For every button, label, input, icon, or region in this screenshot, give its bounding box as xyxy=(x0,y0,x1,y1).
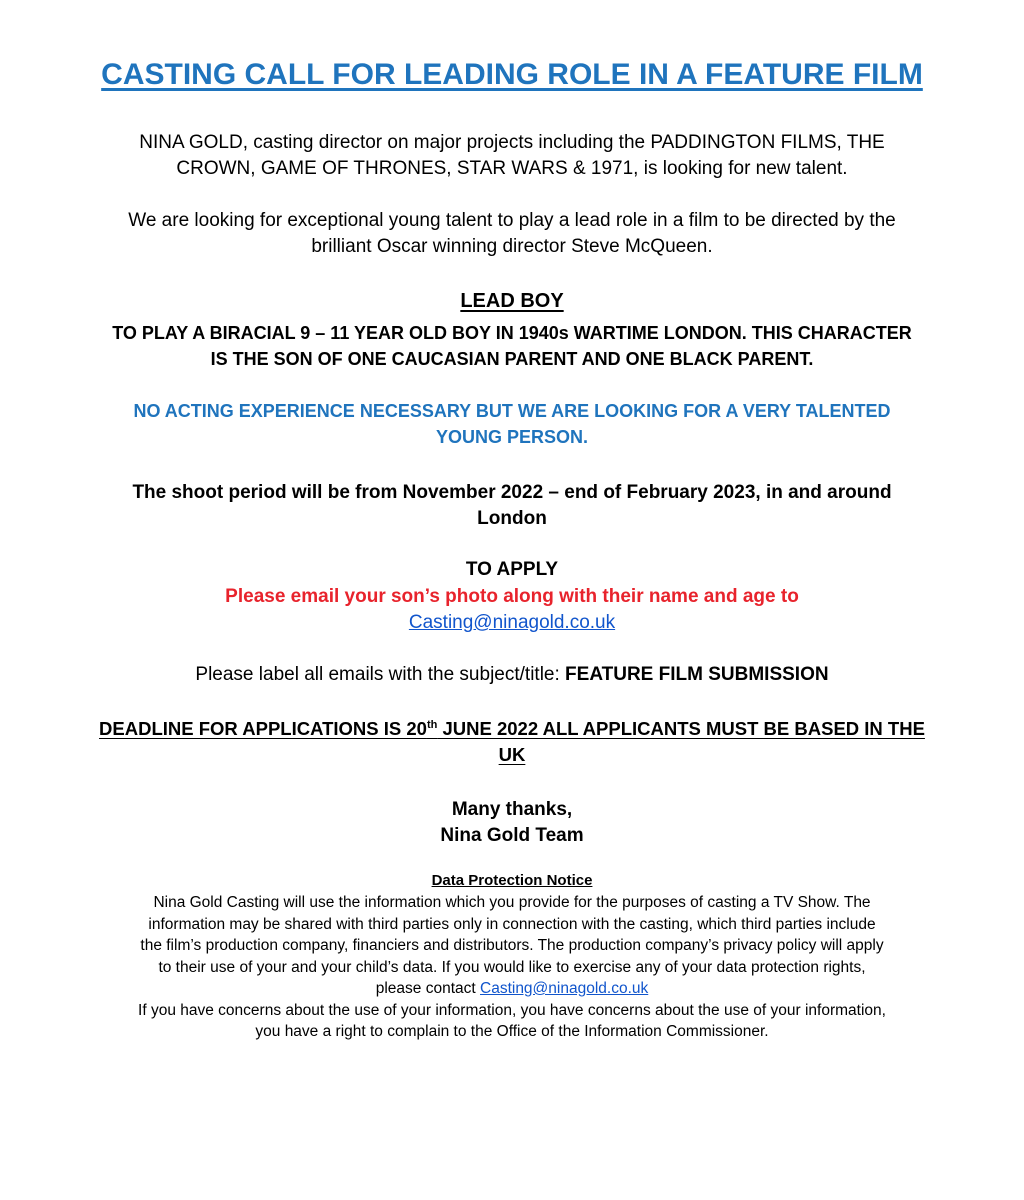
signoff xyxy=(0,797,1024,849)
deadline-notice xyxy=(0,716,1024,768)
shoot-line-1: The shoot period will be from November 2022 – end of February 2023, in and around xyxy=(132,482,892,503)
dp-line-2: information may be shared with third parties only in connection with the casting, which third parties include xyxy=(148,915,876,933)
intro-line-2: CROWN, GAME OF THRONES, STAR WARS & 1971, is looking for new talent. xyxy=(176,158,848,179)
role-line-1: TO PLAY A BIRACIAL 9 – 11 YEAR OLD BOY IN 1940s WARTIME LONDON. THIS CHARACTER xyxy=(112,323,912,343)
experience-line-2: YOUNG PERSON. xyxy=(435,427,589,447)
signoff-thanks: Many thanks, xyxy=(451,799,573,820)
subject-instruction xyxy=(0,662,1024,688)
deadline-ordinal: th xyxy=(426,718,438,731)
shoot-period xyxy=(0,480,1024,532)
dp-line-1: Nina Gold Casting will use the information which you provide for the purposes of casting a TV Show. The xyxy=(153,894,871,911)
looking-line-1: We are looking for exceptional young talent to play a lead role in a film to be directed by the xyxy=(128,210,896,231)
dp-line-5 xyxy=(0,978,1024,1000)
deadline-line-2: UK xyxy=(498,744,526,765)
signoff-team: Nina Gold Team xyxy=(440,825,584,846)
dp-line-4: to their use of your and your child’s data. If you would like to exercise any of your data protection rights, xyxy=(158,958,866,976)
apply-email-link[interactable]: Casting@ninagold.co.uk xyxy=(408,612,616,633)
role-line-2: IS THE SON OF ONE CAUCASIAN PARENT AND ONE BLACK PARENT. xyxy=(210,349,814,369)
subject-prefix: Please label all emails with the subject/title: xyxy=(195,664,566,685)
experience-line-1: NO ACTING EXPERIENCE NECESSARY BUT WE ARE LOOKING FOR A VERY TALENTED xyxy=(133,401,891,421)
apply-heading: TO APPLY xyxy=(465,559,559,580)
data-protection-body xyxy=(0,892,1024,1043)
role-heading: LEAD BOY xyxy=(460,290,564,312)
apply-email-line xyxy=(0,610,1024,636)
shoot-line-2: London xyxy=(477,508,547,529)
intro-line-1: NINA GOLD, casting director on major projects including the PADDINGTON FILMS, THE xyxy=(139,132,885,153)
subject-value: FEATURE FILM SUBMISSION xyxy=(565,664,829,685)
looking-paragraph xyxy=(0,208,1024,260)
deadline-line-1 xyxy=(0,716,1024,742)
page-title: CASTING CALL FOR LEADING ROLE IN A FEATURE FILM xyxy=(101,58,923,91)
intro-paragraph xyxy=(0,130,1024,182)
deadline-part-2: JUNE 2022 ALL APPLICANTS MUST BE BASED IN THE xyxy=(437,718,925,739)
experience-note xyxy=(0,398,1024,450)
dp-line-7: you have a right to complain to the Office of the Information Commissioner. xyxy=(255,1023,769,1040)
dp-line-6: If you have concerns about the use of your information, you have concerns about the use of your information, xyxy=(138,1001,886,1019)
looking-line-2: brilliant Oscar winning director Steve McQueen. xyxy=(311,236,713,257)
deadline-part-1: DEADLINE FOR APPLICATIONS IS 20 xyxy=(99,718,427,739)
role-description xyxy=(0,320,1024,372)
apply-instruction: Please email your son’s photo along with their name and age to xyxy=(225,586,799,607)
dp-line-3: the film’s production company, financiers and distributors. The production company’s privacy policy will apply xyxy=(140,937,884,954)
data-protection-heading: Data Protection Notice xyxy=(431,872,593,889)
dp-email-link[interactable]: Casting@ninagold.co.uk xyxy=(480,980,649,997)
dp-contact-prefix: please contact xyxy=(375,980,480,997)
